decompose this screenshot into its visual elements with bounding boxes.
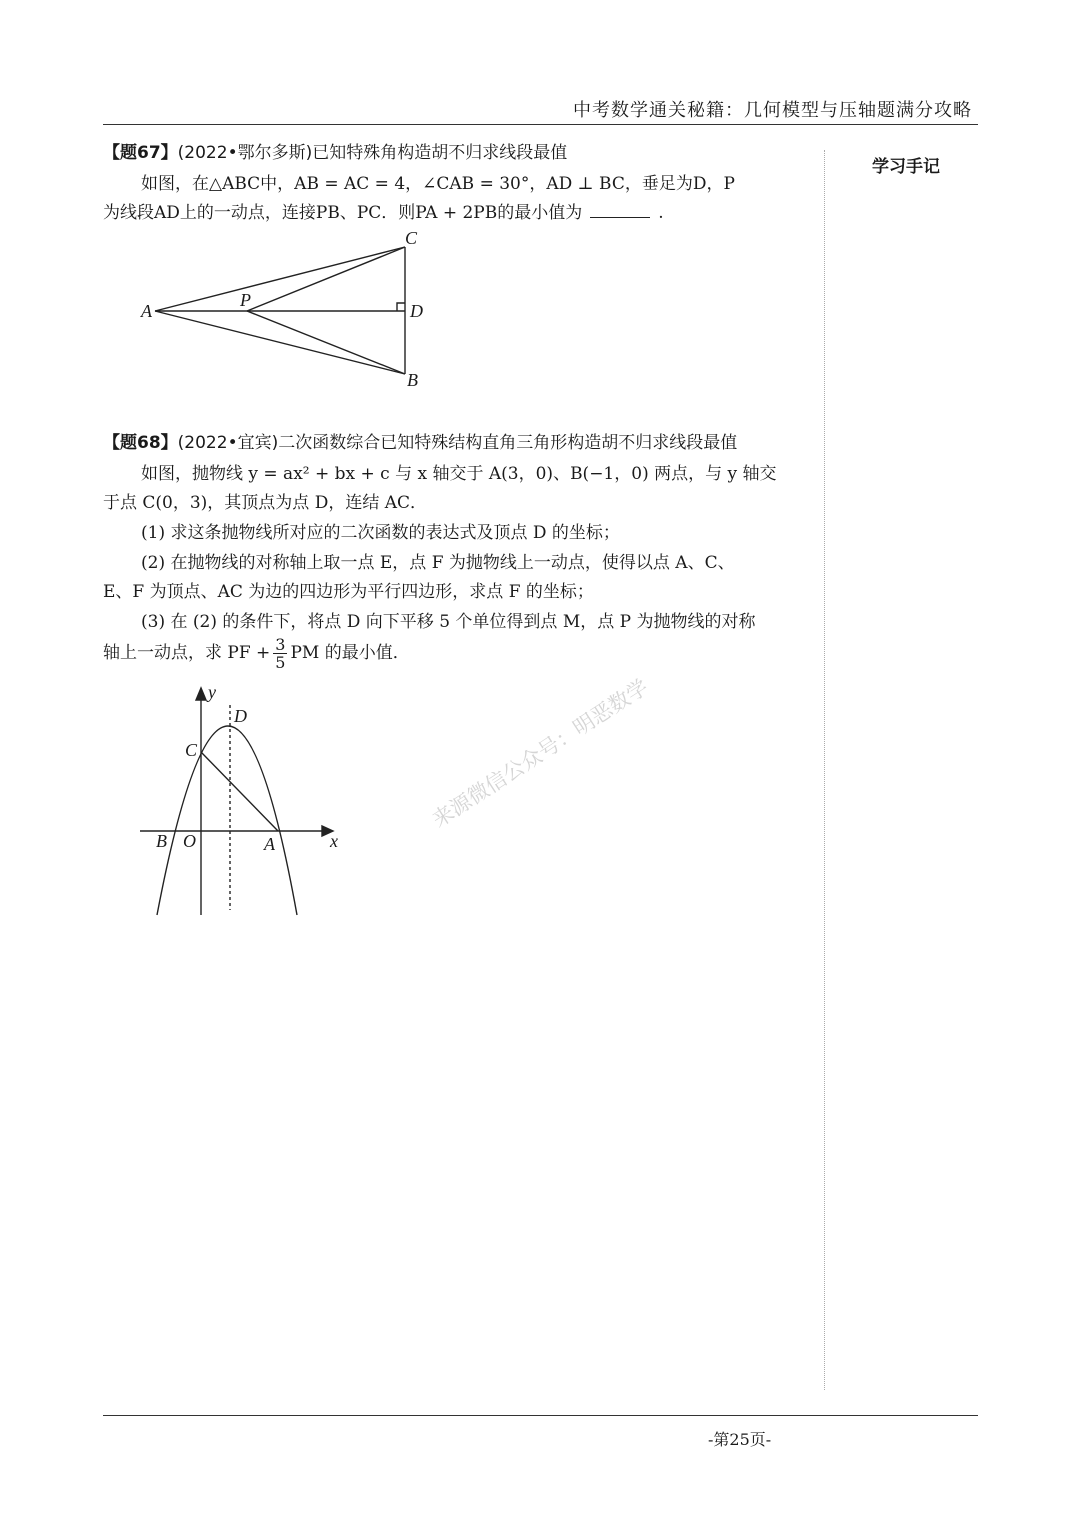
problem68-heading	[103, 428, 737, 453]
problem67-source: (2022•鄂尔多斯)	[177, 143, 313, 163]
parabola-curve	[157, 726, 297, 915]
label-P: P	[240, 290, 251, 310]
fraction-denominator: 5	[275, 653, 286, 672]
period: .	[658, 203, 664, 223]
fraction-3-5	[273, 636, 287, 671]
label-A2: A	[264, 834, 275, 854]
y-axis-arrow	[196, 688, 206, 700]
fraction-numerator: 3	[275, 635, 286, 654]
label-D: D	[410, 301, 423, 321]
label-y: y	[208, 682, 216, 702]
label-B2: B	[156, 831, 167, 851]
problem68-source: (2022•宜宾)	[177, 433, 279, 453]
label-D2: D	[234, 706, 247, 726]
segment-AC	[201, 752, 278, 831]
segment-PB	[247, 311, 405, 374]
label-O: O	[183, 831, 196, 851]
notes-label: 学习手记	[872, 157, 940, 177]
label-A: A	[141, 301, 152, 321]
label-C: C	[405, 228, 418, 248]
problem68-tag: 【题68】	[103, 433, 178, 453]
problem67-line1: 如图，在△ABC中，AB = AC = 4，∠CAB = 30°，AD ⊥ BC，垂足为D，P	[141, 174, 735, 194]
segment-PC	[247, 247, 405, 311]
page-number: -第25页-	[708, 1430, 772, 1449]
header-title: 中考数学通关秘籍：几何模型与压轴题满分攻略	[573, 100, 972, 121]
problem68-q2a: (2) 在抛物线的对称轴上取一点 E，点 F 为抛物线上一动点，使得以点 A、C、	[141, 553, 735, 573]
problem68-q2b: E、F 为顶点、AC 为边的四边形为平行四边形，求点 F 的坐标；	[103, 582, 594, 602]
q3b-post: PM 的最小值．	[290, 643, 410, 663]
footer-rule	[103, 1415, 978, 1416]
problem68-line1: 如图，抛物线 y = ax² + bx + c 与 x 轴交于 A(3，0)、B(−1，0) 两点，与 y 轴交	[141, 464, 777, 484]
triangle-figure	[155, 247, 405, 374]
q3b-pre: 轴上一动点，求 PF +	[103, 643, 271, 663]
label-C2: C	[185, 740, 198, 760]
label-x: x	[330, 831, 338, 851]
problem68-q1: (1) 求这条抛物线所对应的二次函数的表达式及顶点 D 的坐标；	[141, 523, 620, 543]
problem68-title: 二次函数综合已知特殊结构直角三角形构造胡不归求线段最值	[278, 433, 738, 453]
problem67-title: 已知特殊角构造胡不归求线段最值	[312, 143, 568, 163]
problem68-q3a: (3) 在 (2) 的条件下，将点 D 向下平移 5 个单位得到点 M，点 P 为抛物线的对称	[141, 612, 756, 632]
problem68-line2: 于点 C(0，3)，其顶点为点 D，连结 AC．	[103, 493, 428, 513]
right-angle-mark	[397, 303, 405, 311]
segment-AC	[155, 247, 405, 311]
problem68-q3b	[103, 636, 410, 671]
problem67-tag: 【题67】	[103, 143, 178, 163]
label-B: B	[407, 370, 418, 390]
watermark: 来源微信公众号：明恶数学	[428, 674, 653, 833]
problem67-line2-text: 为线段AD上的一动点，连接PB、PC．则PA + 2PB的最小值为	[103, 203, 583, 223]
segment-AB	[155, 311, 405, 374]
